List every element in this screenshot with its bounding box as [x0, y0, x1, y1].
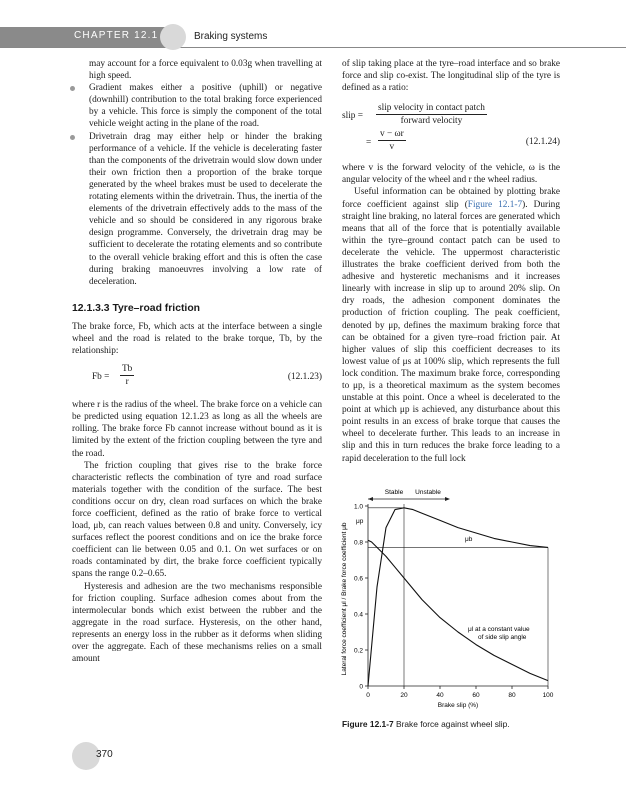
paragraph-hysteresis: Hysteresis and adhesion are the two mechanisms responsible for friction coupling. Surface adhesion comes about from the intermolecular bonds which exist between the rubber and the aggregate in the road surface. Hysteresis, on the other hand, represents an energy loss in the rubber as it deforms when sliding over the aggregate. Each of these mechanisms relies on a small amount [72, 581, 322, 665]
equation-lhs: slip = [342, 111, 363, 122]
figure-link[interactable]: Figure 12.1-7 [467, 199, 523, 210]
text-run: Useful information can be obtained by plotting brake force coefficient against slip ( [342, 187, 560, 210]
running-title: Braking systems [194, 31, 268, 42]
equation-numerator: slip velocity in contact patch [376, 102, 487, 115]
bullet-text: Gradient makes either a positive (uphill) or negative (downhill) contribution to the total braking force experienced by a vehicle. This force is simply the component of the total vehicle weight acting in the plane of the road. [89, 83, 322, 130]
x-tick-label: 60 [472, 692, 480, 699]
unstable-arrowhead-icon [445, 497, 450, 501]
x-ticks [366, 686, 554, 699]
y-tick-label: 0.8 [353, 539, 363, 547]
bullet-text: Drivetrain drag may either help or hinder the braking performance of a vehicle. If the vehicle is decelerating faster than the components of the drivetrain would slow down under their own friction then a proportion of the brake torque generated by the wheel brakes must be used to decelerate the rotating elements within the drivetrain. Thus, the inertia of the elements of the drivetrain effectively adds to the mass of the vehicle and so should be considered in any rigorous brake design programme. Conversely, the drivetrain drag may be sufficient to decelerate the rotating elements and so contribute to the overall vehicle braking effort and this is often the case during braking manoeuvres involving a low rate of deceleration. [89, 131, 322, 287]
y-tick-label: 0 [359, 683, 363, 691]
equation-fraction [120, 363, 134, 388]
y-ticks [354, 504, 368, 691]
y-tick-label: 0.4 [353, 611, 363, 619]
series-line-mub [368, 508, 548, 686]
right-column [342, 58, 560, 465]
series-label-mub: μb [465, 536, 473, 543]
x-tick-label: 0 [366, 692, 370, 699]
equation-denominator-2: v [389, 142, 395, 153]
text-run: ). During straight line braking, no lateral forces are generated which means that all of the force that is potentially available within the tyre–ground contact patch can be used to decelerate the vehicle. The uppermost characteristic illustrates the brake coefficient derived from both the adhesive and hysteretic mechanisms and it increases linearly with increase in slip up to around 20% slip. On dry roads, the adhesion component dominates the production of friction coupling. The peak coefficient, denoted by μp, defines the maximum braking force that can be obtained for a given tyre–road friction pair. At higher values of slip this coefficient decreases to its lowest value of μs at 100% slip, which represents the full lock condition. The maximum brake force, corresponding to μp, is a theoretical maximum as the system becomes unstable at this point. Once a wheel is decelerated to the point at which μp is achieved, any disturbance about this point results in an excess of brake torque that causes the wheel to decelerate further. This leads to an increase in slip and this in turn reduces the brake force leading to a rapid deceleration to the full lock [342, 199, 560, 464]
x-tick-label: 20 [400, 692, 408, 699]
section-heading: 12.1.3.3 Tyre–road friction [72, 302, 201, 314]
paragraph-brake-coefficient [342, 186, 560, 464]
equation-fraction-2 [378, 128, 406, 153]
page-number: 370 [96, 749, 113, 760]
paragraph-variables: where v is the forward velocity of the vehicle, ω is the angular velocity of the wheel and r the wheel radius. [342, 163, 560, 186]
equation-lhs: Fb = [92, 372, 110, 383]
peak-label: μp [356, 518, 364, 525]
page-header [0, 0, 626, 50]
bullet-drivetrain [72, 131, 322, 288]
equation-12-1-23 [72, 363, 322, 393]
equation-number: (12.1.24) [525, 137, 560, 148]
caption-text: Brake force against wheel slip. [396, 719, 510, 729]
equation-denominator: r [125, 377, 129, 388]
bullet-dot-icon [70, 135, 75, 140]
header-circle-decoration [160, 24, 186, 50]
paragraph-radius: where r is the radius of the wheel. The brake force on a vehicle can be predicted using equation 12.1.23 as long as all the wheels are rolling. The brake force Fb cannot increase without bound as it is limited by the extent of the friction coupling between the tyre and the road. [72, 400, 322, 459]
y-tick-label: 1.0 [353, 503, 363, 511]
series-line-mul [368, 540, 548, 680]
chapter-label: CHAPTER 12.1 [74, 30, 159, 41]
equation-number: (12.1.23) [287, 372, 322, 383]
reference-lines [368, 504, 548, 686]
y-tick-label: 0.6 [353, 575, 363, 583]
brake-force-chart [338, 484, 570, 734]
equation-12-1-24 [342, 102, 560, 154]
equation-equals: = [366, 138, 372, 149]
y-axis-label: Lateral force coefficient μl / Brake force coefficient μb [341, 522, 348, 676]
stable-arrowhead-icon [368, 497, 373, 501]
unstable-label: Unstable [415, 489, 441, 496]
x-tick-label: 40 [436, 692, 444, 699]
paragraph-friction-coupling: The friction coupling that gives rise to the brake force characteristic reflects the combination of tyre and road surface materials together with the condition of the surface. The best conditions occur on dry, clean road surfaces on which the brake force coefficient, defined as the ratio of brake force to vertical load, μb, can reach values between 0.8 and unity. Conversely, icy surfaces reflect the poorest conditions and on ice the brake force coefficient can lie between 0.05 and 0.1. On wet surfaces or on roads contaminated by dirt, the brake force coefficient typically spans the range 0.2–0.65. [72, 460, 322, 580]
stability-markers [368, 489, 450, 501]
series-lines [368, 508, 548, 686]
stable-label: Stable [384, 489, 404, 496]
equation-numerator-2: v − ωr [378, 128, 406, 141]
bullet-dot-icon [70, 86, 75, 91]
y-tick-label: 0.2 [353, 647, 363, 655]
caption-label: Figure 12.1-7 [342, 719, 394, 729]
left-column [72, 58, 322, 665]
x-tick-label: 80 [508, 692, 516, 699]
series-label-mul [468, 626, 531, 641]
series-label-mul-line2: of side slip angle [478, 634, 527, 641]
paragraph-slip: of slip taking place at the tyre–road interface and so brake force and slip co-exist. The longitudinal slip of the tyre is defined as a ratio: [342, 59, 560, 94]
equation-numerator: Tb [120, 363, 134, 376]
equation-fraction [376, 102, 487, 127]
equation-denominator: forward velocity [400, 116, 463, 127]
x-axis-label: Brake slip (%) [437, 702, 479, 709]
bullet-list [72, 82, 322, 288]
plot-frame [368, 504, 548, 686]
series-label-mul-line1: μl at a constant value [468, 626, 530, 633]
figure-caption [342, 719, 510, 729]
paragraph-brake-force: The brake force, Fb, which acts at the interface between a single wheel and the road is related to the brake torque, Tb, by the relationship: [72, 321, 322, 357]
intro-text: may account for a force equivalent to 0.03g when travelling at high speed. [89, 59, 322, 82]
bullet-gradient [72, 82, 322, 130]
x-tick-label: 100 [542, 692, 554, 699]
